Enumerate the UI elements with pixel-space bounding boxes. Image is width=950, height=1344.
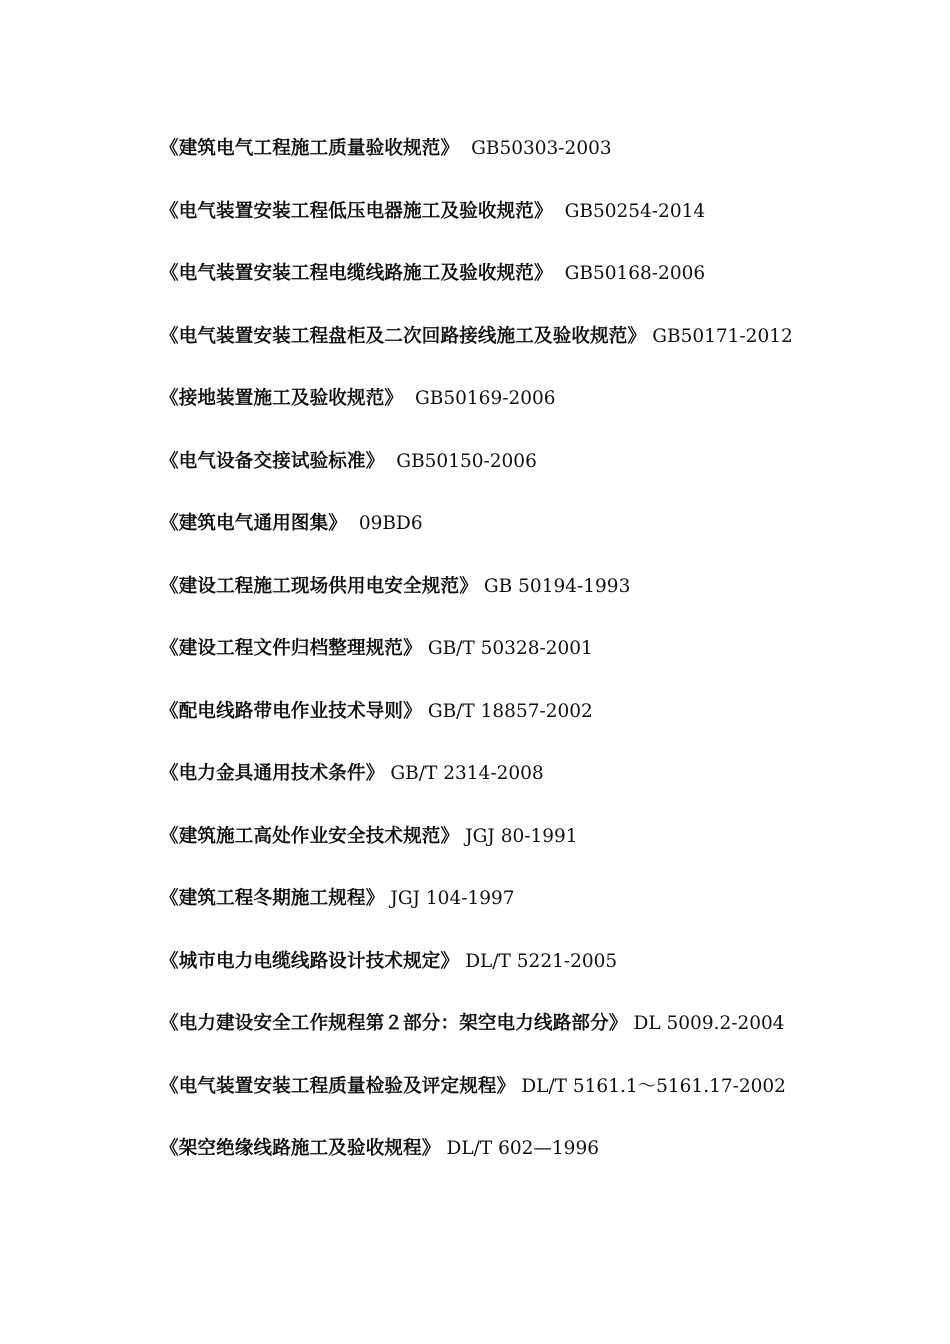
standard-title: 《电力建设安全工作规程第２部分：架空电力线路部分》 xyxy=(160,1013,628,1034)
list-item xyxy=(160,134,920,197)
list-item xyxy=(160,1009,920,1072)
standard-title: 《建筑电气工程施工质量验收规范》 xyxy=(160,138,460,159)
list-item xyxy=(160,509,920,572)
standard-title: 《电气装置安装工程盘柜及二次回路接线施工及验收规范》 xyxy=(160,325,647,347)
list-item xyxy=(160,884,920,947)
standard-code: GB/T 18857-2002 xyxy=(427,700,593,722)
standard-title: 《架空绝缘线路施工及验收规程》 xyxy=(160,1138,441,1159)
list-item xyxy=(160,759,920,822)
standard-title: 《电气装置安装工程电缆线路施工及验收规范》 xyxy=(160,263,553,284)
standard-code: GB50171-2012 xyxy=(652,325,793,347)
standard-code: GB50168-2006 xyxy=(558,263,706,284)
list-item xyxy=(160,697,920,760)
standard-code: GB50303-2003 xyxy=(465,138,612,159)
list-item xyxy=(160,1072,920,1135)
standard-code: DL/T 602—1996 xyxy=(446,1138,599,1159)
standard-title: 《接地装置施工及验收规范》 xyxy=(160,388,404,409)
list-item xyxy=(160,447,920,510)
standard-code: GB/T 50328-2001 xyxy=(427,638,593,659)
standard-code: DL 5009.2-2004 xyxy=(633,1013,785,1034)
list-item xyxy=(160,197,920,260)
standard-title: 《建设工程施工现场供用电安全规范》 xyxy=(160,575,478,597)
standard-title: 《配电线路带电作业技术导则》 xyxy=(160,700,422,722)
standard-code: GB50150-2006 xyxy=(390,450,537,472)
standard-code: DL/T 5221-2005 xyxy=(465,950,618,972)
list-item xyxy=(160,259,920,322)
standard-code: JGJ 104-1997 xyxy=(390,888,515,909)
standard-title: 《电气设备交接试验标准》 xyxy=(160,450,385,472)
standard-code: 09BD6 xyxy=(353,513,423,534)
standard-title: 《建筑电气通用图集》 xyxy=(160,513,348,534)
standard-code: DL/T 5161.1～5161.17-2002 xyxy=(521,1075,786,1097)
standard-code: GB50169-2006 xyxy=(409,388,556,409)
list-item xyxy=(160,822,920,885)
standard-title: 《建设工程文件归档整理规范》 xyxy=(160,638,422,659)
standard-title: 《电气装置安装工程低压电器施工及验收规范》 xyxy=(160,200,553,222)
standard-title: 《建筑工程冬期施工规程》 xyxy=(160,888,385,909)
standard-code: GB 50194-1993 xyxy=(483,575,631,597)
list-item xyxy=(160,947,920,1010)
standard-code: GB50254-2014 xyxy=(558,200,706,222)
list-item xyxy=(160,1134,920,1197)
standard-title: 《建筑施工高处作业安全技术规范》 xyxy=(160,825,460,847)
list-item xyxy=(160,384,920,447)
standard-title: 《电气装置安装工程质量检验及评定规程》 xyxy=(160,1075,516,1097)
standard-title: 《城市电力电缆线路设计技术规定》 xyxy=(160,950,460,972)
list-item xyxy=(160,322,920,385)
standards-list xyxy=(160,134,920,1197)
standard-title: 《电力金具通用技术条件》 xyxy=(160,763,385,784)
standard-code: GB/T 2314-2008 xyxy=(390,763,544,784)
list-item xyxy=(160,572,920,635)
list-item xyxy=(160,634,920,697)
standard-code: JGJ 80-1991 xyxy=(465,825,578,847)
